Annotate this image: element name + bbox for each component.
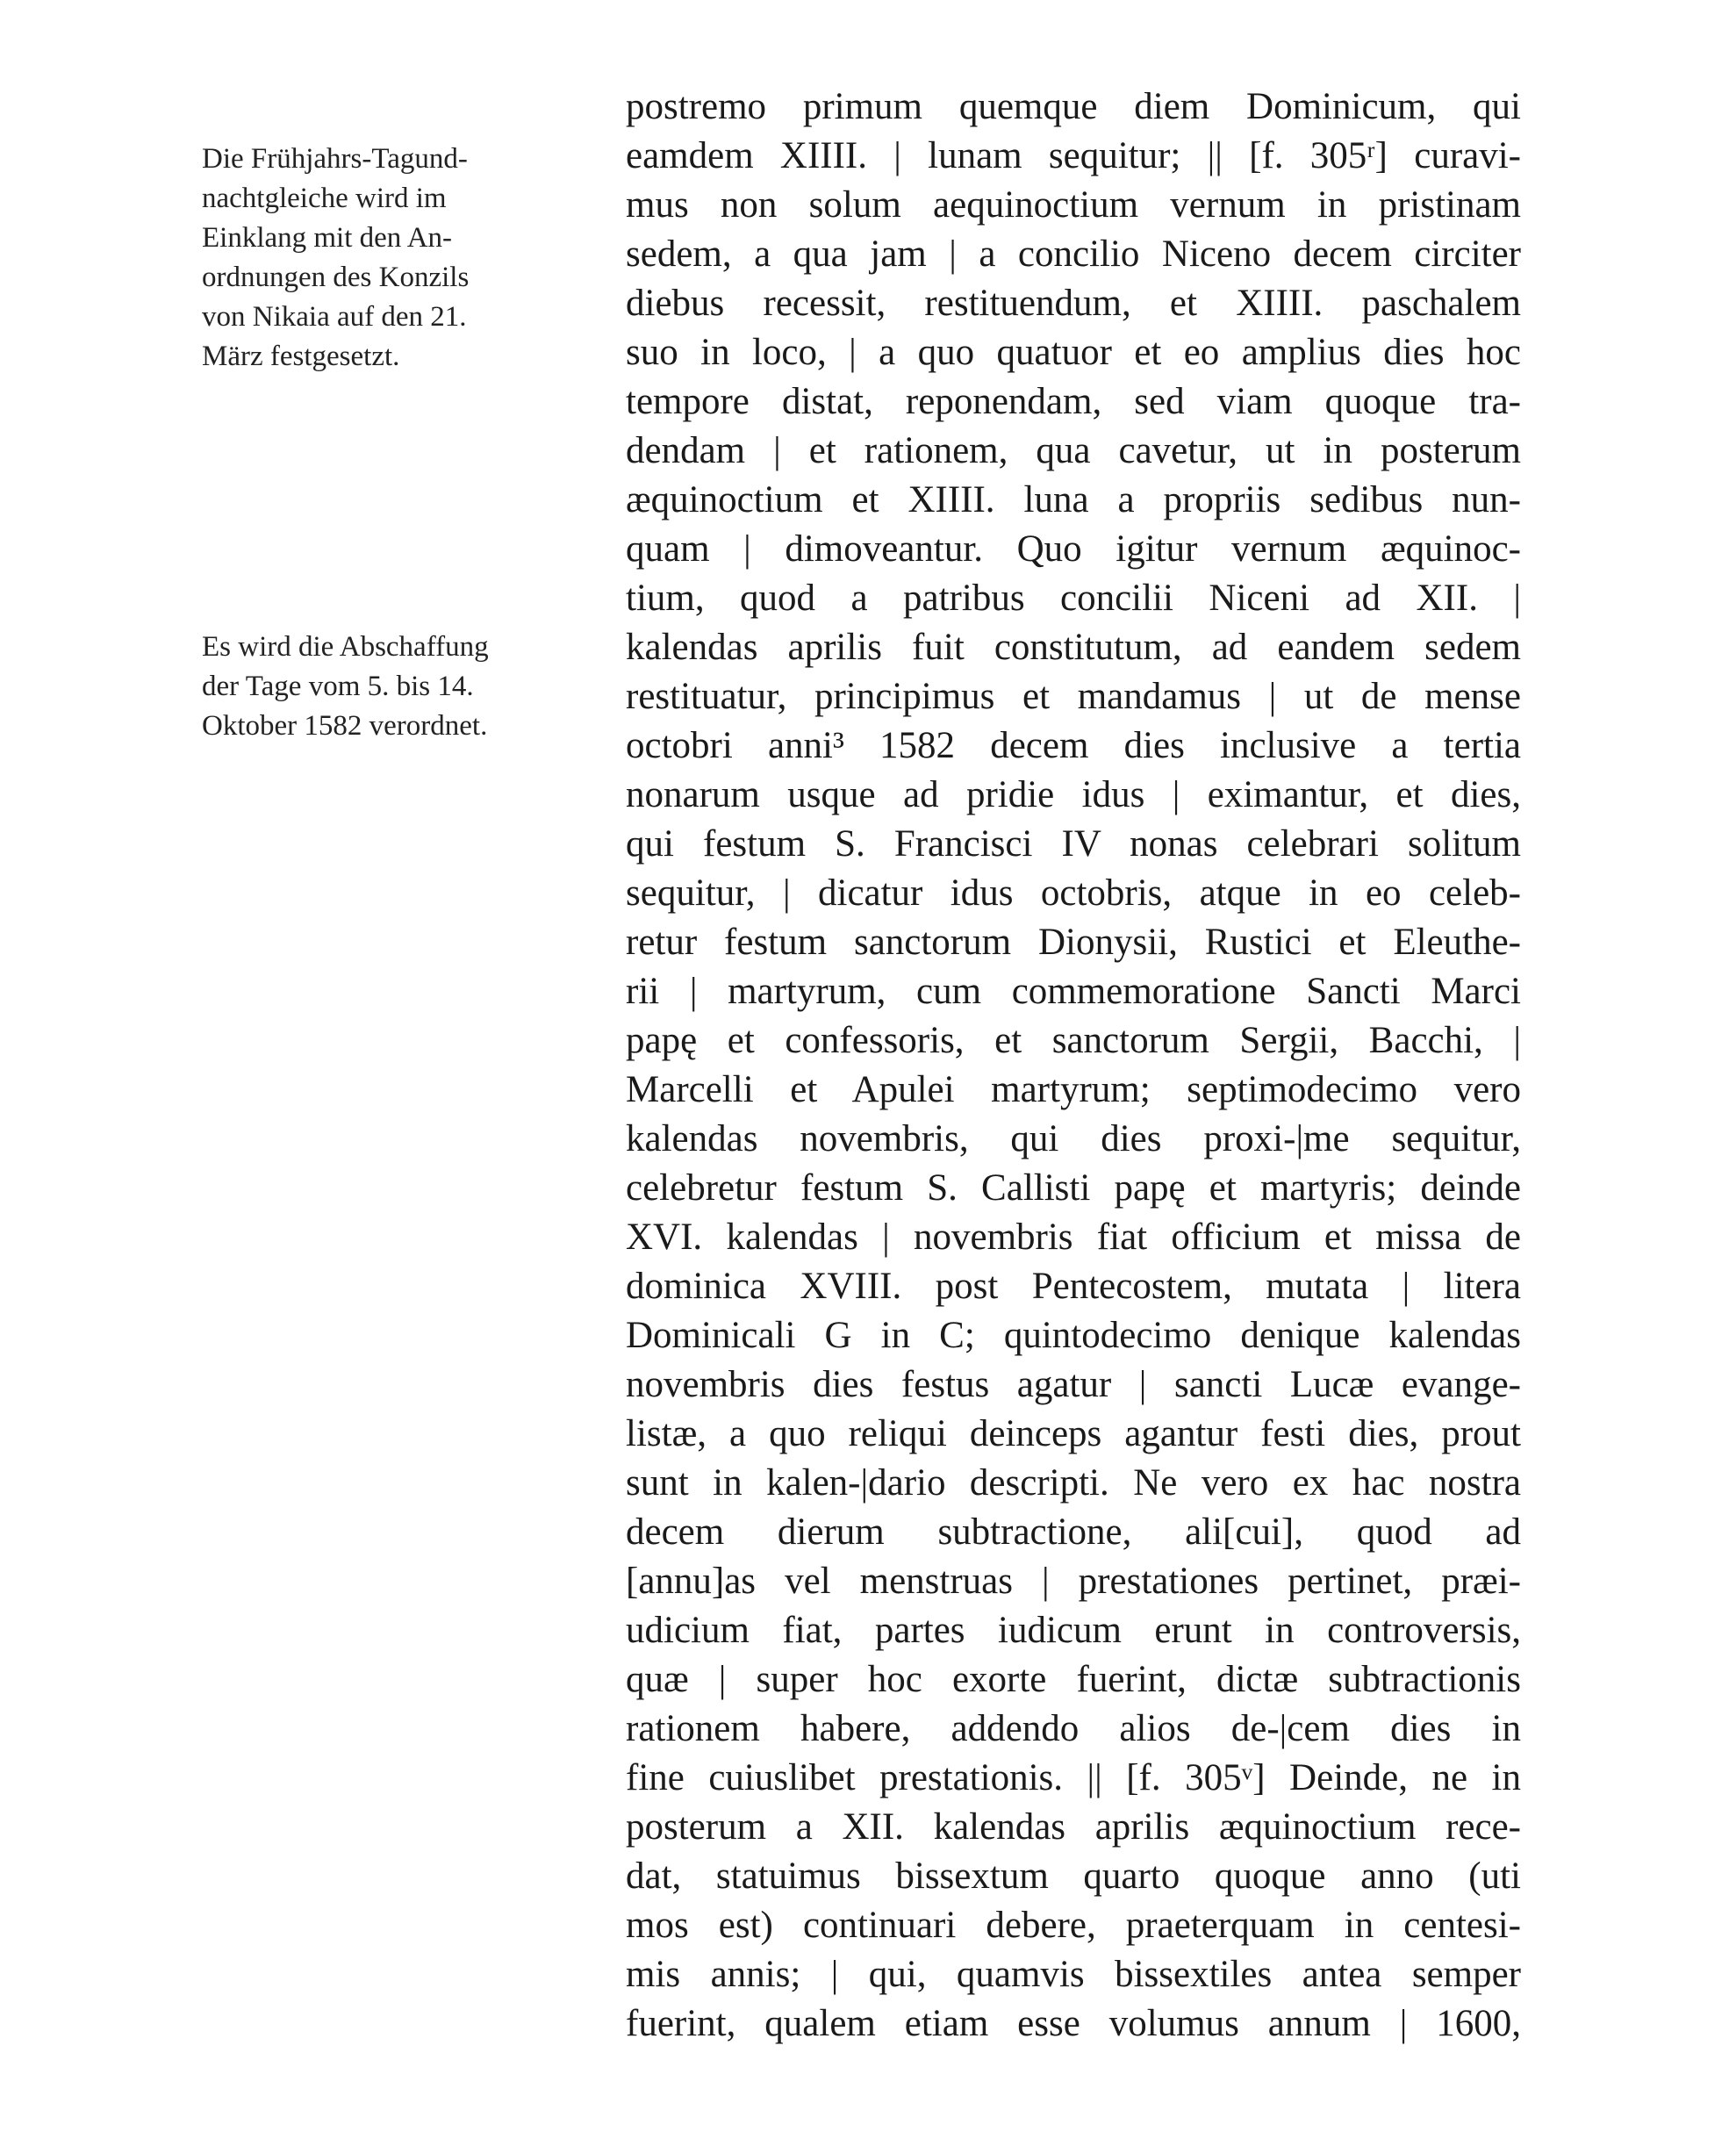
text-line: tempore distat, reponendam, sed viam quoque tra-	[626, 381, 1521, 422]
margin-note-line: Es wird die Abschaffung	[202, 631, 489, 663]
text-line: [annu]as vel menstruas | prestationes pertinet, præi-	[626, 1561, 1521, 1602]
text-line: udicium fiat, partes iudicum erunt in controversis,	[626, 1610, 1521, 1651]
text-line: postremo primum quemque diem Dominicum, qui	[626, 86, 1521, 127]
text-line: dendam | et rationem, qua cavetur, ut in posterum	[626, 430, 1521, 471]
text-line: sunt in kalen-|dario descripti. Ne vero ex hac nostra	[626, 1462, 1521, 1504]
text-line: mus non solum aequinoctium vernum in pristinam	[626, 184, 1521, 226]
text-line: retur festum sanctorum Dionysii, Rustici et Eleuthe-	[626, 922, 1521, 963]
margin-note-equinox	[202, 140, 553, 377]
text-line: kalendas aprilis fuit constitutum, ad eandem sedem	[626, 627, 1521, 668]
text-line: fuerint, qualem etiam esse volumus annum | 1600,	[626, 2003, 1521, 2044]
text-line: listæ, a quo reliqui deinceps agantur festi dies, prout	[626, 1413, 1521, 1454]
text-line: celebretur festum S. Callisti papę et martyris; deinde	[626, 1167, 1521, 1209]
text-line: novembris dies festus agatur | sancti Lucæ evange-	[626, 1364, 1521, 1405]
text-line: octobri anni³ 1582 decem dies inclusive a tertia	[626, 725, 1521, 766]
text-line: XVI. kalendas | novembris fiat officium et missa de	[626, 1217, 1521, 1258]
margin-note-line: nachtgleiche wird im	[202, 183, 447, 214]
margin-note-line: ordnungen des Konzils	[202, 262, 470, 293]
margin-note-line: Einklang mit den An-	[202, 222, 453, 254]
text-line: tium, quod a patribus concilii Niceni ad XII. |	[626, 578, 1521, 619]
text-line: rii | martyrum, cum commemoratione Sancti Marci	[626, 971, 1521, 1012]
margin-note-line: von Nikaia auf den 21.	[202, 301, 467, 333]
margin-note-line: Oktober 1582 verordnet.	[202, 710, 488, 742]
text-line: Dominicali G in C; quintodecimo denique kalendas	[626, 1315, 1521, 1356]
text-line: eamdem XIIII. | lunam sequitur; || [f. 305ʳ] curavi-	[626, 135, 1521, 176]
text-line: mos est) continuari debere, praeterquam in centesi-	[626, 1905, 1521, 1946]
text-line: rationem habere, addendo alios de-|cem dies in	[626, 1708, 1521, 1749]
text-line: qui festum S. Francisci IV nonas celebrari solitum	[626, 823, 1521, 865]
margin-note-october-days	[202, 628, 553, 746]
text-line: æquinoctium et XIIII. luna a propriis sedibus nun-	[626, 479, 1521, 520]
text-line: mis annis; | qui, quamvis bissextiles antea semper	[626, 1954, 1521, 1995]
text-line: decem dierum subtractione, ali[cui], quod ad	[626, 1511, 1521, 1553]
text-line: posterum a XII. kalendas aprilis æquinoctium rece-	[626, 1806, 1521, 1848]
text-line: quæ | super hoc exorte fuerint, dictæ subtractionis	[626, 1659, 1521, 1700]
text-line: dominica XVIII. post Pentecostem, mutata | litera	[626, 1266, 1521, 1307]
margin-note-line: Die Frühjahrs-Tagund-	[202, 143, 468, 175]
margin-note-line: März festgesetzt.	[202, 341, 400, 372]
text-line: dat, statuimus bissextum quarto quoque anno (uti	[626, 1855, 1521, 1897]
text-line: fine cuiuslibet prestationis. || [f. 305ᵛ] Deinde, ne in	[626, 1757, 1521, 1798]
margin-note-line: der Tage vom 5. bis 14.	[202, 671, 474, 702]
text-line: quam | dimoveantur. Quo igitur vernum æquinoc-	[626, 528, 1521, 570]
text-line: papę et confessoris, et sanctorum Sergii, Bacchi, |	[626, 1020, 1521, 1061]
text-line: restituatur, principimus et mandamus | ut de mense	[626, 676, 1521, 717]
text-line: Marcelli et Apulei martyrum; septimodecimo vero	[626, 1069, 1521, 1110]
text-line: suo in loco, | a quo quatuor et eo amplius dies hoc	[626, 332, 1521, 373]
text-line: kalendas novembris, qui dies proxi-|me sequitur,	[626, 1118, 1521, 1159]
text-line: sedem, a qua jam | a concilio Niceno decem circiter	[626, 233, 1521, 275]
text-line: diebus recessit, restituendum, et XIIII. paschalem	[626, 283, 1521, 324]
main-text-body	[626, 83, 1521, 2049]
text-line: nonarum usque ad pridie idus | eximantur, et dies,	[626, 774, 1521, 815]
text-line: sequitur, | dicatur idus octobris, atque in eo celeb-	[626, 872, 1521, 914]
